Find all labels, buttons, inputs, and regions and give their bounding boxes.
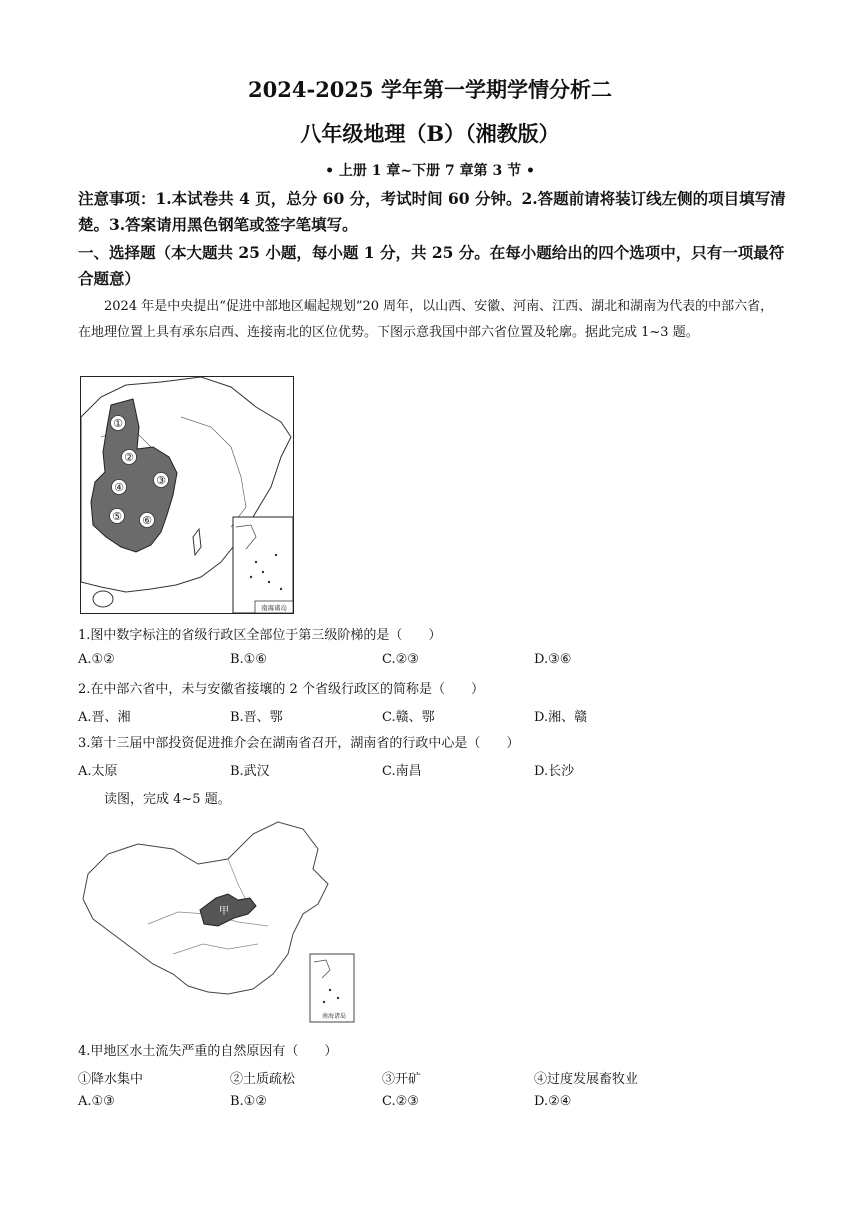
q4-option-c[interactable]: C.②③	[382, 1094, 419, 1109]
china-map	[78, 814, 356, 1026]
question-2-stem: 2.在中部六省中，未与安徽省接壤的 2 个省级行政区的简称是（ ）	[78, 682, 484, 697]
q4-option-d[interactable]: D.②④	[534, 1094, 572, 1109]
q4-item-4: ④过度发展畜牧业	[534, 1072, 639, 1087]
map-label-1: ①	[113, 417, 123, 430]
section-heading: 一、选择题（本大题共 25 小题，每小题 1 分，共 25 分。在每小题给出的四个选项中，只有一项最符合题意）	[78, 243, 785, 288]
q2-option-a[interactable]: A.晋、湘	[78, 710, 131, 725]
q3-option-c[interactable]: C.南昌	[382, 764, 422, 779]
q1-option-a[interactable]: A.①②	[78, 652, 115, 667]
question-4-stem: 4.甲地区水土流失严重的自然原因有（ ）	[78, 1044, 338, 1059]
q3-option-a[interactable]: A.太原	[78, 764, 118, 779]
map-label-3: ③	[156, 474, 166, 487]
exam-title: 2024-2025 学年第一学期学情分析二	[248, 77, 612, 102]
q2-option-b[interactable]: B.晋、鄂	[230, 710, 283, 725]
q2-option-c[interactable]: C.赣、鄂	[382, 710, 435, 725]
q1-option-b[interactable]: B.①⑥	[230, 652, 267, 667]
inset-label-2: 南海诸岛	[321, 1013, 347, 1020]
passage-intro-2: 读图，完成 4~5 题。	[104, 792, 231, 807]
region-jia-label: 甲	[219, 906, 229, 917]
notice: 注意事项：1.本试卷共 4 页，总分 60 分，考试时间 60 分钟。2.答题前请将装订线左侧的项目填写清楚。3.答案请用黑色钢笔或签字笔填写。	[78, 189, 786, 234]
q4-item-2: ②土质疏松	[230, 1072, 296, 1087]
q4-item-3: ③开矿	[382, 1072, 422, 1087]
q4-option-a[interactable]: A.①③	[78, 1094, 115, 1109]
q3-option-d[interactable]: D.长沙	[534, 764, 575, 779]
map-label-4: ④	[114, 481, 124, 494]
question-1-stem: 1.图中数字标注的省级行政区全部位于第三级阶梯的是（ ）	[78, 628, 442, 643]
q4-item-1: ①降水集中	[78, 1072, 144, 1087]
q3-option-b[interactable]: B.武汉	[230, 764, 270, 779]
q1-option-c[interactable]: C.②③	[382, 652, 419, 667]
q2-option-d[interactable]: D.湘、赣	[534, 710, 588, 725]
central-provinces-map	[80, 376, 294, 614]
map-label-5: ⑤	[112, 510, 122, 523]
q4-option-b[interactable]: B.①②	[230, 1094, 267, 1109]
map-label-6: ⑥	[142, 514, 152, 527]
inset-label: 南海诸岛	[261, 604, 287, 612]
exam-subtitle: 八年级地理（B）（湘教版）	[300, 121, 560, 146]
question-3-stem: 3.第十三届中部投资促进推介会在湖南省召开，湖南省的行政中心是（ ）	[78, 736, 520, 751]
map-label-2: ②	[124, 451, 134, 464]
passage-intro: 2024 年是中央提出“促进中部地区崛起规划”20 周年，以山西、安徽、河南、江西、湖北和湖南为代表的中部六省，在地理位置上具有承东启西、连接南北的区位优势。下图示意我国中部六省位置及轮廓。据此完成 1~3 题。	[78, 299, 774, 340]
exam-scope: • 上册 1 章~下册 7 章第 3 节 •	[325, 163, 535, 179]
q1-option-d[interactable]: D.③⑥	[534, 652, 572, 667]
